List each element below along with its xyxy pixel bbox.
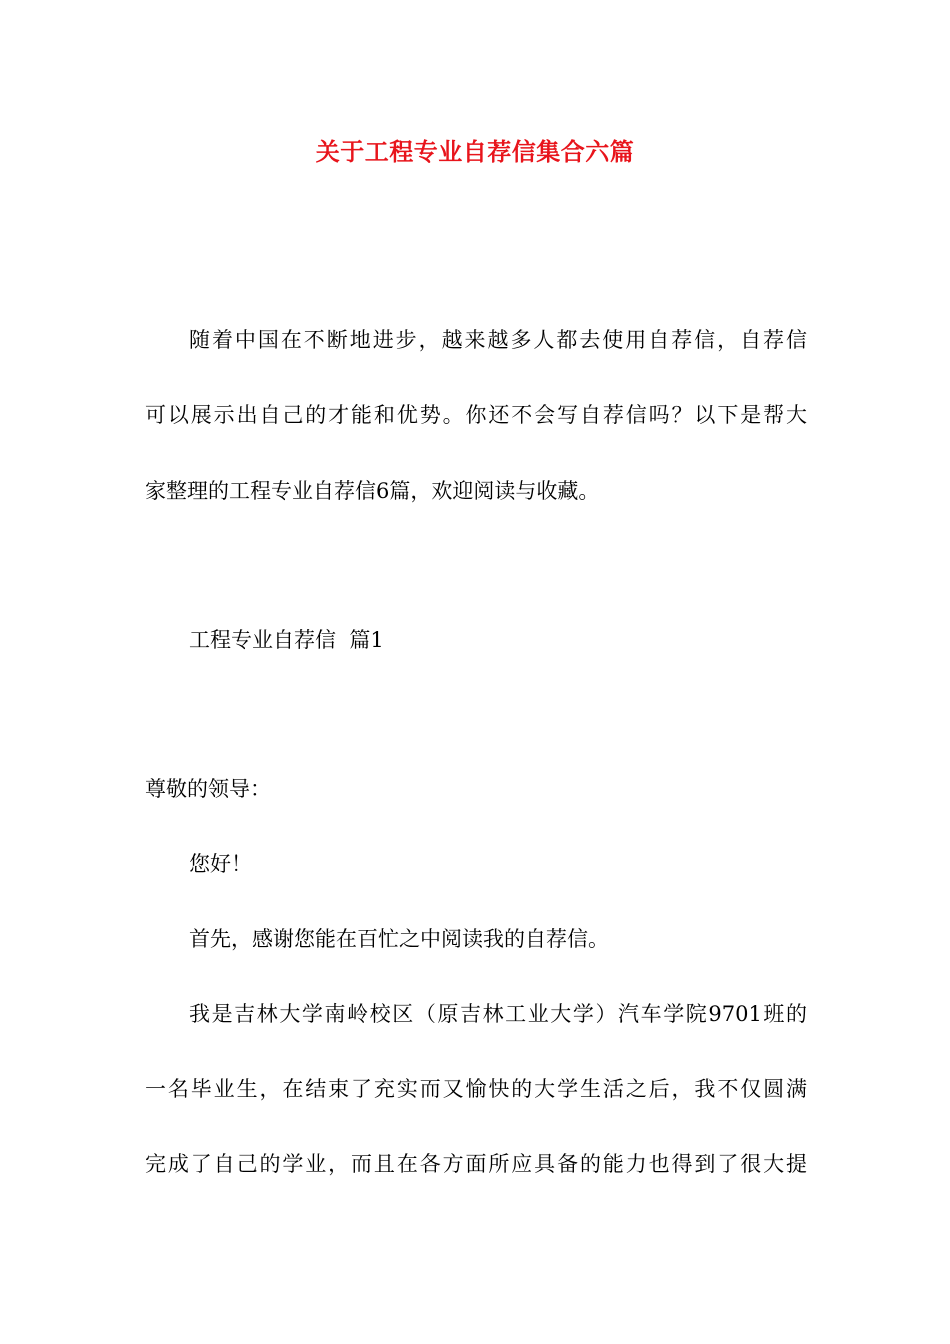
greeting: 您好！ [189,852,252,876]
salutation: 尊敬的领导： [145,777,271,801]
paragraph-thanks: 首先，感谢您能在百忙之中阅读我的自荐信。 [189,927,609,951]
paragraph-intro-line-1: 我是吉林大学南岭校区（原吉林工业大学）汽车学院9701班的 [189,1002,807,1026]
intro-line-3: 家整理的工程专业自荐信6篇，欢迎阅读与收藏。 [145,479,600,503]
intro-line-2: 可以展示出自己的才能和优势。你还不会写自荐信吗？以下是帮大 [145,403,807,427]
document-title: 关于工程专业自荐信集合六篇 [315,137,635,166]
intro-line-1: 随着中国在不断地进步，越来越多人都去使用自荐信，自荐信 [189,328,807,352]
paragraph-intro-line-2: 一名毕业生，在结束了充实而又愉快的大学生活之后，我不仅圆满 [145,1077,807,1101]
paragraph-intro-line-3: 完成了自己的学业，而且在各方面所应具备的能力也得到了很大提 [145,1152,807,1176]
section-heading: 工程专业自荐信 篇1 [189,628,384,652]
